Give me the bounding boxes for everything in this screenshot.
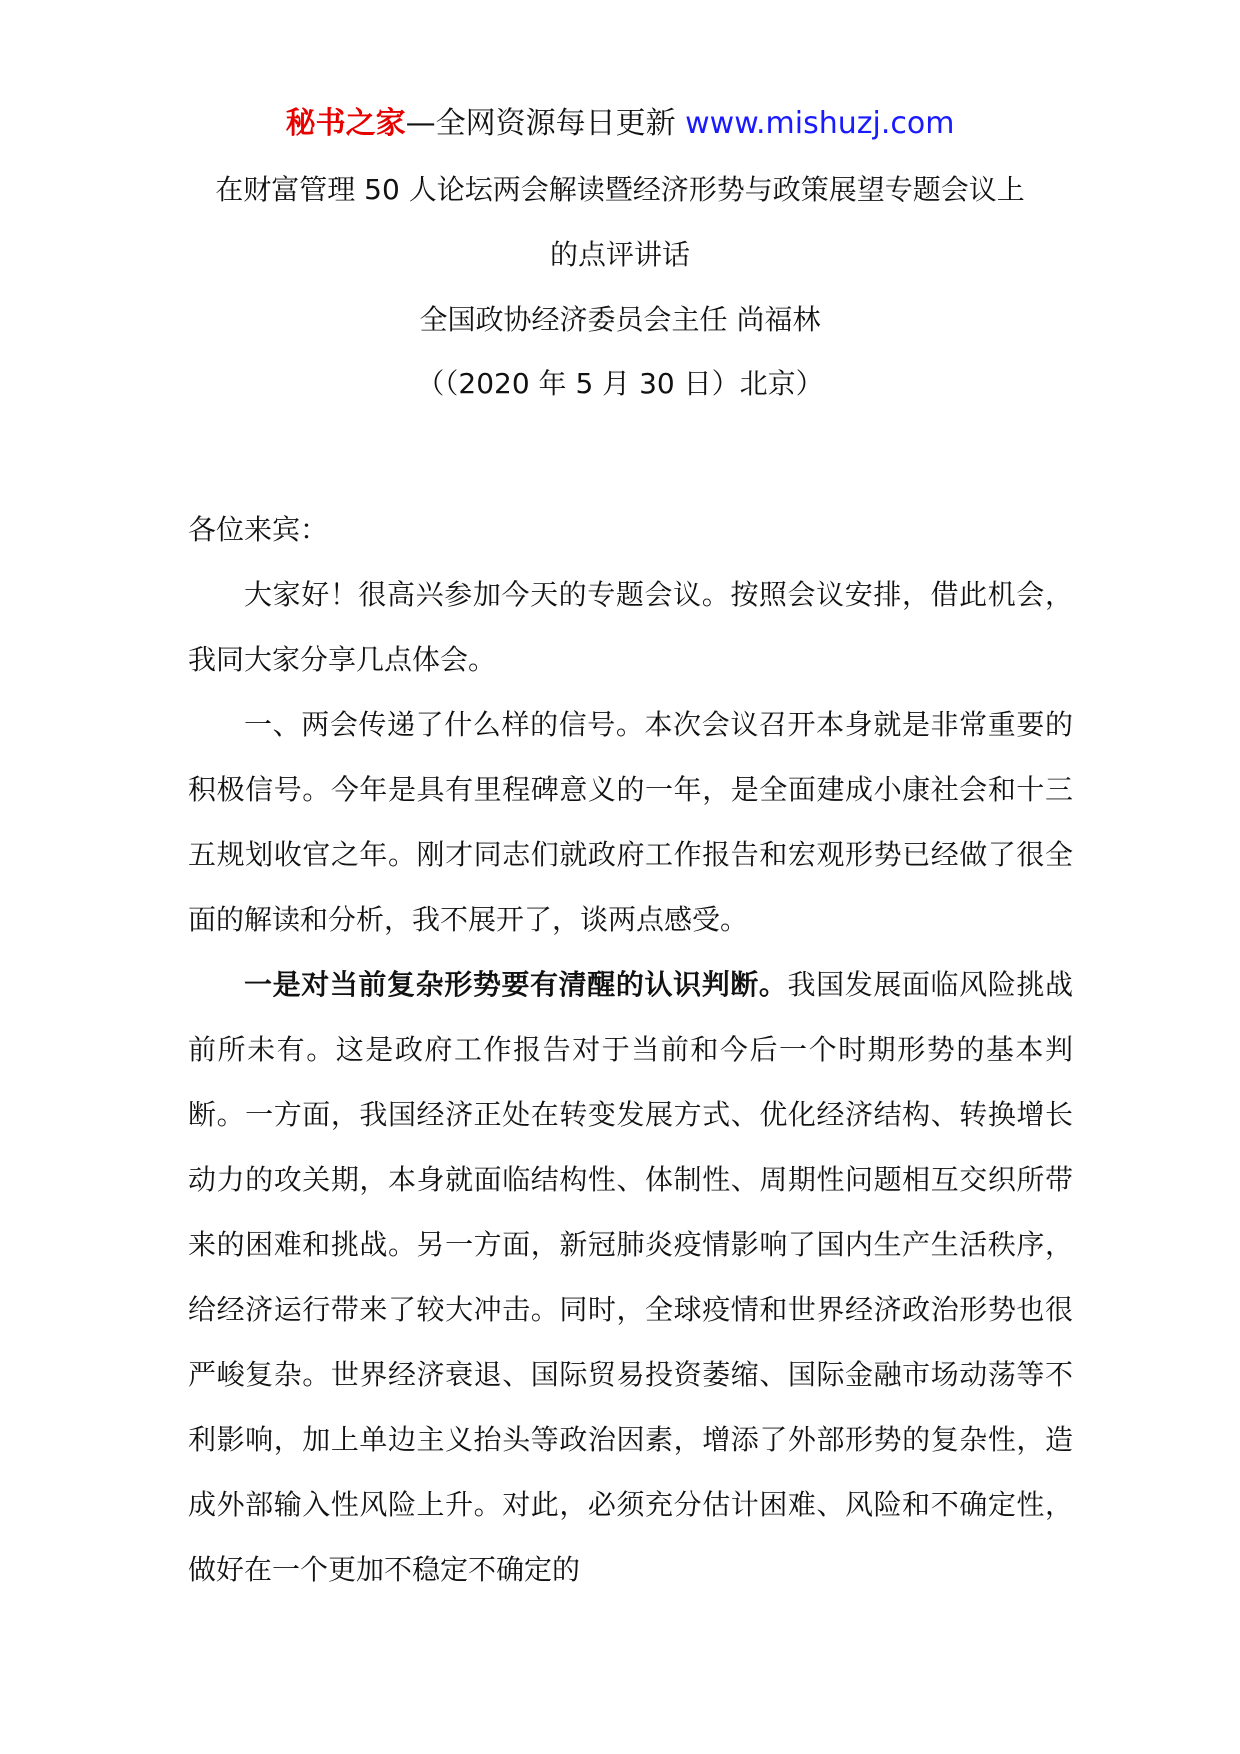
document-title-line-1: 在财富管理 50 人论坛两会解读暨经济形势与政策展望专题会议上 xyxy=(215,173,1025,206)
paragraph-greeting: 大家好！很高兴参加今天的专题会议。按照会议安排，借此机会，我同大家分享几点体会。 xyxy=(188,578,1073,676)
document-body xyxy=(188,497,1073,1602)
header-slogan: —全网资源每日更新 xyxy=(405,106,686,141)
point-one-heading: 一是对当前复杂形势要有清醒的认识判断。 xyxy=(244,968,788,1001)
document-author: 全国政协经济委员会主任 尚福林 xyxy=(419,303,821,336)
document-title-line-2: 的点评讲话 xyxy=(549,238,690,271)
site-header xyxy=(0,100,1240,148)
salutation: 各位来宾： xyxy=(188,513,329,546)
paragraph-section-one: 一、两会传递了什么样的信号。本次会议召开本身就是非常重要的积极信号。今年是具有里程碑意义的一年，是全面建成小康社会和十三五规划收官之年。刚才同志们就政府工作报告和宏观形势已经做了很全面的解读和分析，我不展开了，谈两点感受。 xyxy=(188,708,1073,936)
brand-name: 秘书之家 xyxy=(285,106,406,141)
paragraph-point-one xyxy=(188,952,1073,1602)
site-url[interactable]: www.mishuzj.com xyxy=(685,106,955,141)
document-date: （（2020 年 5 月 30 日）北京） xyxy=(416,367,824,400)
point-one-text: 我国发展面临风险挑战前所未有。这是政府工作报告对于当前和今后一个时期形势的基本判断。一方面，我国经济正处在转变发展方式、优化经济结构、转换增长动力的攻关期，本身就面临结构性、体制性、周期性问题相互交织所带来的困难和挑战。另一方面，新冠肺炎疫情影响了国内生产生活秩序，给经济运行带来了较大冲击。同时，全球疫情和世界经济政治形势也很严峻复杂。世界经济衰退、国际贸易投资萎缩、国际金融市场动荡等不利影响，加上单边主义抬头等政治因素，增添了外部形势的复杂性，造成外部输入性风险上升。对此，必须充分估计困难、风险和不确定性，做好在一个更加不稳定不确定的 xyxy=(188,968,1073,1586)
